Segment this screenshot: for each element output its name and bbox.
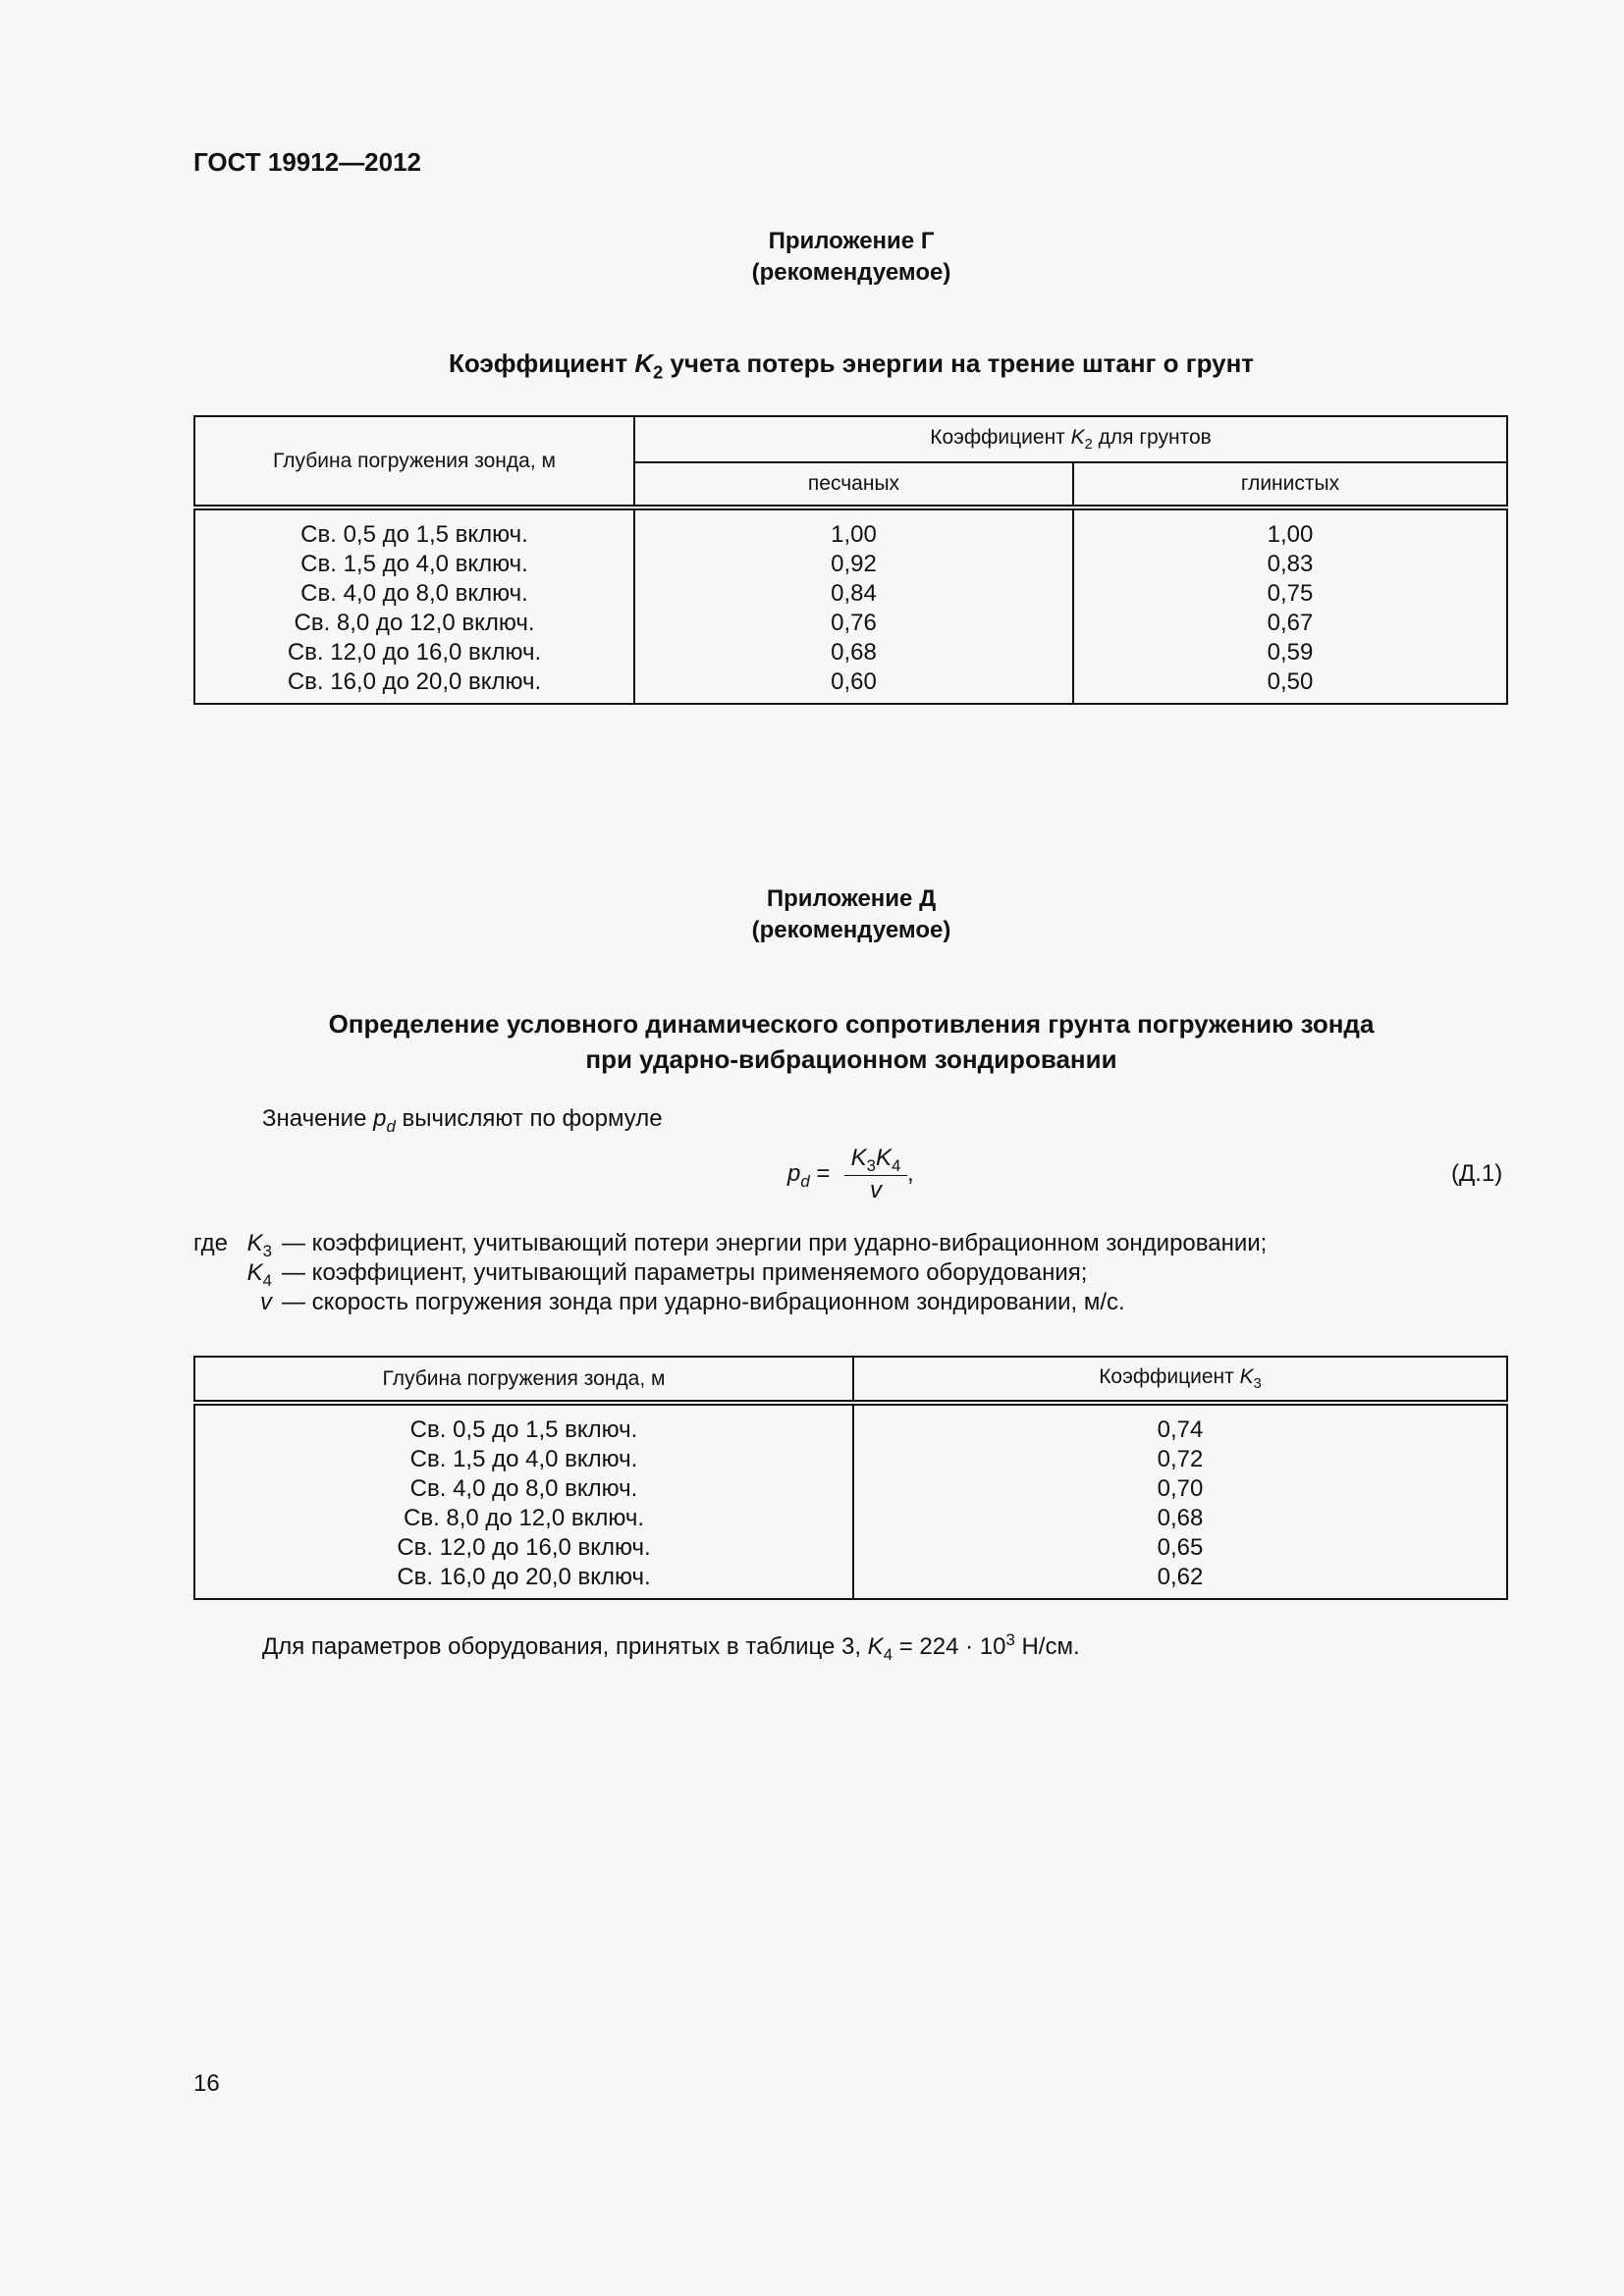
legend-row — [193, 1229, 1508, 1258]
legend-desc: — коэффициент, учитывающий потери энергии при ударно-вибрационном зондировании; — [282, 1230, 1268, 1256]
k3-coef-symbol: K — [1239, 1364, 1254, 1388]
table-cell: 0,72 — [1157, 1446, 1204, 1472]
k3-col-coef-header — [853, 1357, 1507, 1403]
table-cell: 0,84 — [831, 580, 877, 607]
k2-depth-column — [194, 507, 634, 704]
formula-denominator: v — [870, 1177, 882, 1203]
num-k1: K — [850, 1145, 867, 1171]
equation-number: (Д.1) — [1451, 1160, 1503, 1187]
intro-subscript: d — [386, 1116, 396, 1136]
table-cell: 0,50 — [1267, 668, 1314, 695]
table-cell: 0,76 — [831, 610, 877, 636]
appendix-d-status: (рекомендуемое) — [751, 917, 951, 943]
table-cell: Св. 1,5 до 4,0 включ. — [300, 551, 528, 577]
title-g-post: учета потерь энергии на трение штанг о грунт — [663, 348, 1255, 378]
k3-depth-column — [194, 1403, 853, 1599]
appendix-g-title — [0, 346, 1624, 390]
formula-numerator — [844, 1142, 907, 1176]
table-cell: 0,62 — [1157, 1564, 1204, 1590]
table-cell: 0,68 — [1157, 1505, 1204, 1531]
k2-sub-sandy-header: песчаных — [634, 462, 1073, 507]
title-g-subscript: 2 — [653, 362, 664, 383]
k2-coef-symbol: K — [1070, 425, 1085, 449]
k3-table — [193, 1356, 1508, 1600]
table-cell: 0,65 — [1157, 1534, 1204, 1561]
formula-fraction — [844, 1142, 907, 1205]
legend-sym-v: v — [260, 1289, 272, 1315]
legend-row — [193, 1288, 1508, 1317]
title-g-symbol: K — [634, 348, 654, 378]
note-subscript: 4 — [883, 1645, 893, 1665]
legend-sym-k3: K — [246, 1230, 263, 1256]
table-cell: 0,75 — [1267, 580, 1314, 607]
legend-sub-k3: 3 — [262, 1241, 272, 1260]
table-cell: Св. 16,0 до 20,0 включ. — [287, 668, 542, 695]
table-cell: Св. 4,0 до 8,0 включ. — [300, 580, 528, 607]
table-cell: 0,92 — [831, 551, 877, 577]
table-cell: 0,60 — [831, 668, 877, 695]
intro-symbol: p — [373, 1105, 387, 1132]
formula-lhs — [787, 1160, 830, 1192]
legend-sub-k4: 4 — [262, 1270, 272, 1290]
num-k2: K — [876, 1145, 893, 1171]
formula-equals: = — [809, 1160, 831, 1187]
note-pre: Для параметров оборудования, принятых в таблице 3, — [262, 1633, 868, 1661]
equipment-note — [262, 1626, 1080, 1670]
legend-symbol — [193, 1288, 272, 1317]
k2-col-depth-header: Глубина погружения зонда, м — [194, 416, 634, 507]
table-cell: Св. 4,0 до 8,0 включ. — [409, 1475, 638, 1502]
formula-intro — [262, 1104, 663, 1142]
table-cell: 0,68 — [831, 639, 877, 666]
k2-sub-clay-header: глинистых — [1073, 462, 1507, 507]
intro-post: вычисляют по формуле — [395, 1105, 663, 1132]
appendix-d-heading — [0, 883, 1624, 946]
table-cell: 1,00 — [1267, 521, 1314, 548]
table-cell: 0,74 — [1157, 1416, 1204, 1443]
k2-coef-pre: Коэффициент — [930, 425, 1071, 449]
formula-comma: , — [907, 1160, 914, 1187]
standard-code: ГОСТ 19912—2012 — [193, 147, 421, 177]
table-cell: 0,70 — [1157, 1475, 1204, 1502]
num-sub1: 3 — [866, 1155, 876, 1175]
note-post: Н/см. — [1014, 1633, 1080, 1661]
table-cell: Св. 8,0 до 12,0 включ. — [294, 610, 535, 636]
legend-row — [193, 1258, 1508, 1288]
table-cell: Св. 0,5 до 1,5 включ. — [300, 521, 528, 548]
note-mid: = 224 · 10 — [893, 1633, 1006, 1661]
table-cell: Св. 12,0 до 16,0 включ. — [397, 1534, 651, 1561]
legend-desc: — скорость погружения зонда при ударно-вибрационном зондировании, м/с. — [282, 1289, 1125, 1315]
table-cell: 0,83 — [1267, 551, 1314, 577]
note-superscript: 3 — [1005, 1630, 1015, 1649]
appendix-d-title — [0, 1006, 1624, 1077]
k3-value-column — [853, 1403, 1507, 1599]
legend-desc: — коэффициент, учитывающий параметры применяемого оборудования; — [282, 1259, 1088, 1286]
table-cell: 0,67 — [1267, 610, 1314, 636]
formula-lhs-subscript: d — [800, 1171, 810, 1191]
appendix-g-status: (рекомендуемое) — [751, 259, 951, 286]
intro-pre: Значение — [262, 1105, 374, 1132]
note-symbol: K — [867, 1633, 884, 1661]
title-g-pre: Коэффициент — [448, 348, 635, 378]
legend-sym-k4: K — [246, 1259, 263, 1286]
k2-clay-column — [1073, 507, 1507, 704]
k2-coef-subscript: 2 — [1084, 437, 1093, 454]
table-cell: Св. 1,5 до 4,0 включ. — [409, 1446, 638, 1472]
num-sub2: 4 — [892, 1155, 901, 1175]
table-cell: Св. 16,0 до 20,0 включ. — [397, 1564, 651, 1590]
appendix-g-heading — [0, 226, 1624, 289]
table-cell: 1,00 — [831, 521, 877, 548]
table-cell: 0,59 — [1267, 639, 1314, 666]
symbol-legend — [193, 1229, 1508, 1317]
formula-d1 — [787, 1142, 935, 1210]
title-d-line2: при ударно-вибрационном зондировании — [585, 1044, 1117, 1074]
legend-lead: где — [193, 1230, 229, 1256]
k2-col-coef-header — [634, 416, 1507, 462]
table-cell: Св. 8,0 до 12,0 включ. — [403, 1505, 644, 1531]
formula-lhs-symbol: p — [787, 1160, 801, 1187]
appendix-d-label: Приложение Д — [766, 885, 937, 912]
table-cell: Св. 0,5 до 1,5 включ. — [409, 1416, 638, 1443]
table-cell: Св. 12,0 до 16,0 включ. — [287, 639, 542, 666]
k2-table — [193, 415, 1508, 705]
page-number: 16 — [193, 2070, 220, 2097]
k2-coef-post: для грунтов — [1092, 425, 1212, 449]
appendix-g-label: Приложение Г — [768, 228, 935, 254]
k3-col-depth-header: Глубина погружения зонда, м — [194, 1357, 853, 1403]
title-d-line1: Определение условного динамического сопротивления грунта погружению зонда — [328, 1009, 1375, 1039]
k3-coef-subscript: 3 — [1253, 1376, 1262, 1393]
k3-coef-pre: Коэффициент — [1099, 1364, 1240, 1388]
k2-sandy-column — [634, 507, 1073, 704]
